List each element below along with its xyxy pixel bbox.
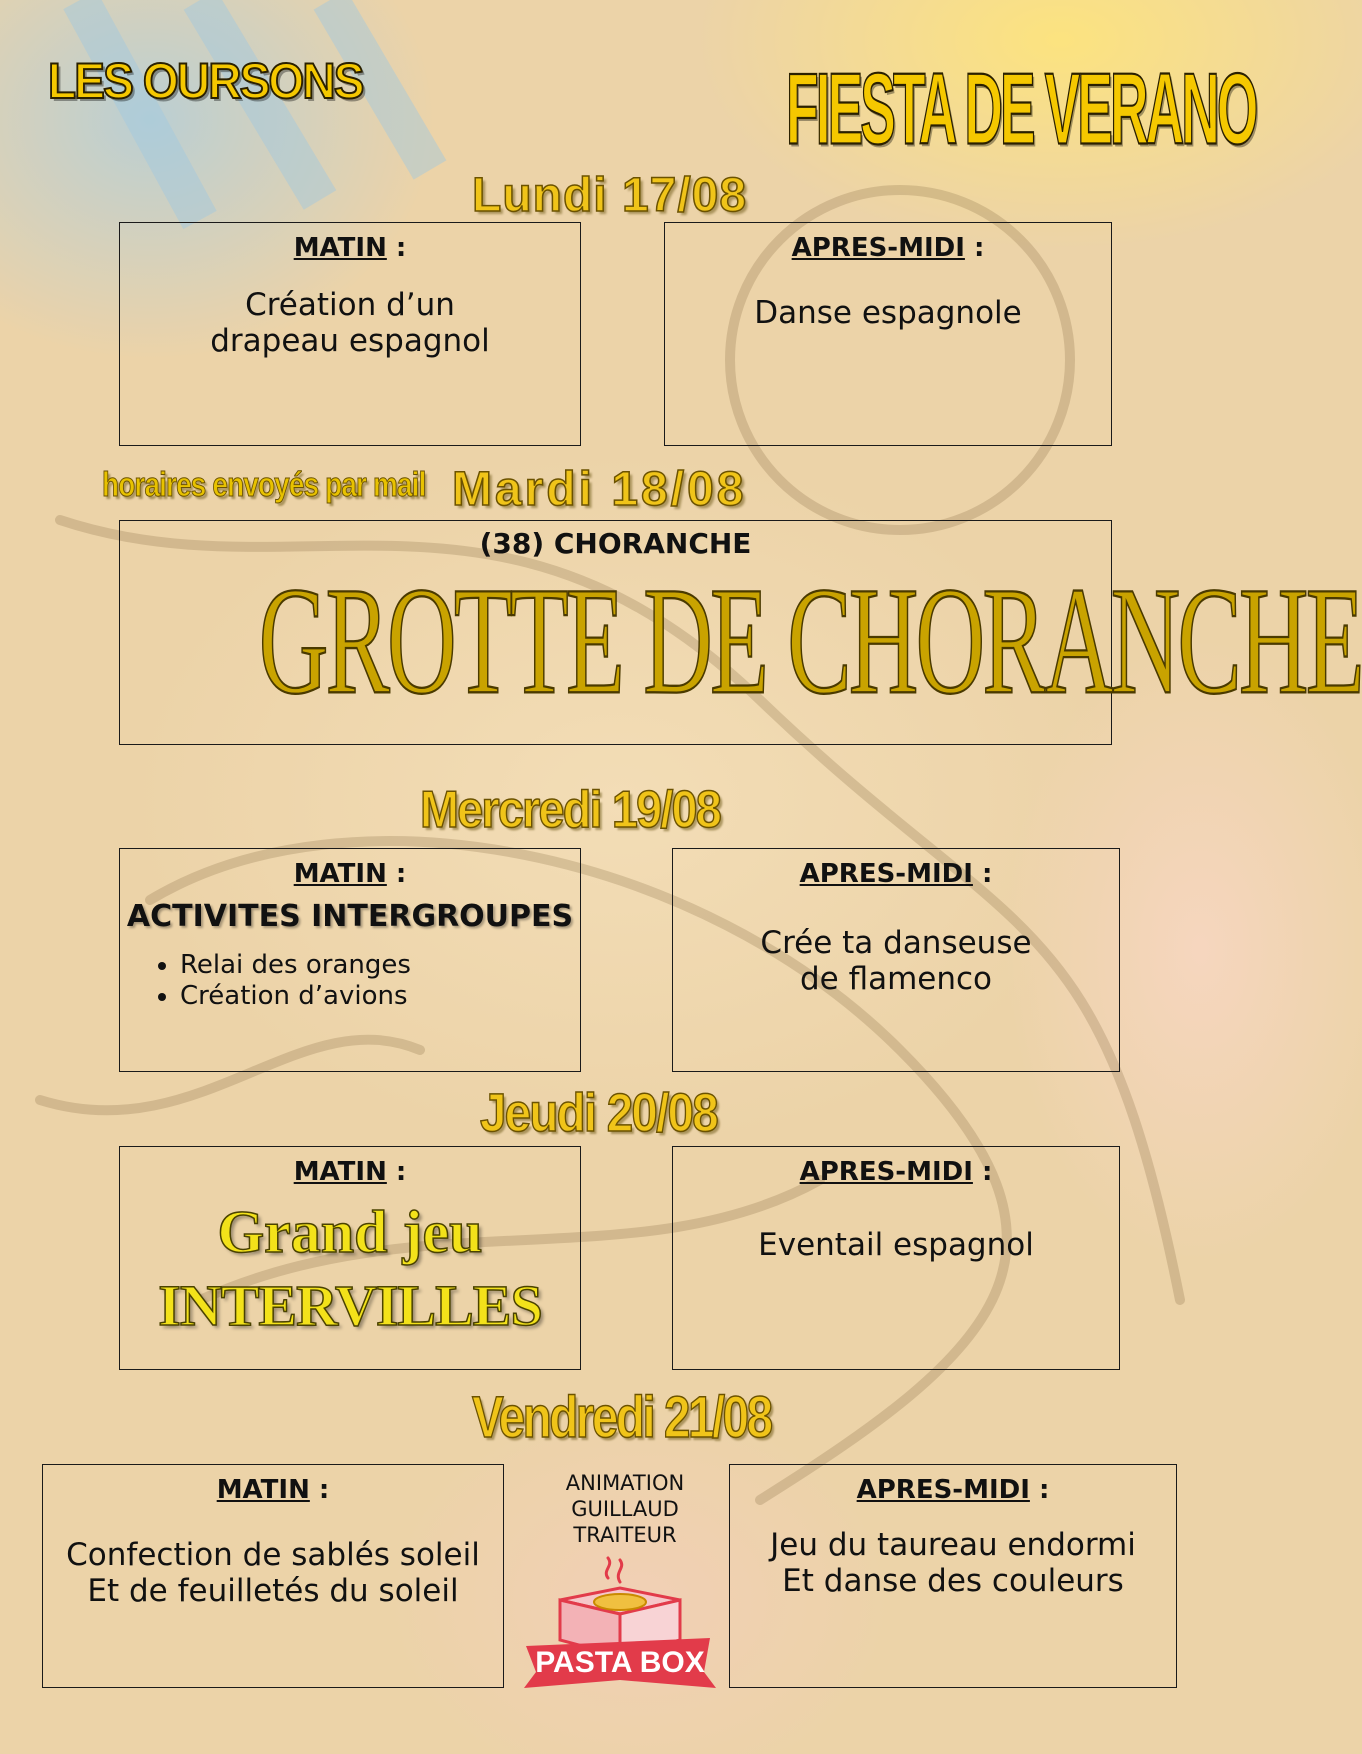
activity-text: Danse espagnole — [754, 295, 1022, 331]
slot-label: APRES-MIDI : — [856, 1475, 1050, 1505]
monday-afternoon-box — [664, 222, 1112, 446]
group-title: LES OURSONS — [48, 53, 363, 109]
slot-label: MATIN : — [293, 859, 407, 889]
list-item: • Création d’avions — [180, 981, 580, 1012]
wednesday-morning-box — [119, 848, 581, 1072]
game-title-line1: Grand jeu — [217, 1199, 483, 1265]
tuesday-box — [119, 520, 1362, 745]
monday-morning-box — [119, 222, 581, 446]
animation-line1: ANIMATION — [565, 1471, 685, 1495]
slot-label: MATIN : — [293, 1157, 407, 1187]
pasta-box-logo — [520, 1560, 720, 1710]
friday-afternoon-box — [729, 1464, 1177, 1688]
slot-label: MATIN : — [293, 233, 407, 263]
slot-label: APRES-MIDI : — [799, 1157, 993, 1187]
theme-title: FIESTA DE VERANO — [786, 53, 1256, 166]
slot-label: APRES-MIDI : — [791, 233, 985, 263]
outing-title: GROTTE DE CHORANCHE — [258, 555, 1362, 726]
day-title-monday: Lundi 17/08 — [472, 169, 748, 222]
activities-heading: ACTIVITES INTERGROUPES — [126, 899, 574, 934]
activity-text: Création d’un drapeau espagnol — [210, 287, 490, 359]
thursday-afternoon-box — [672, 1146, 1120, 1370]
day-title-tuesday: Mardi 18/08 — [452, 463, 747, 516]
activity-text: Crée ta danseuse de flamenco — [760, 925, 1032, 997]
activities-list — [120, 950, 580, 1012]
thursday-morning-box — [119, 1146, 581, 1370]
activity-text: Eventail espagnol — [758, 1227, 1034, 1263]
activity-text: Confection de sablés soleil Et de feuilletés du soleil — [66, 1537, 480, 1609]
animation-line3: TRAITEUR — [573, 1523, 677, 1547]
animation-credit — [540, 1470, 710, 1548]
friday-morning-box — [42, 1464, 504, 1688]
animation-line2: GUILLAUD — [571, 1497, 679, 1521]
activity-text: Jeu du taureau endormi Et danse des couleurs — [770, 1527, 1136, 1599]
day-title-thursday: Jeudi 20/08 — [480, 1083, 717, 1143]
pasta-box-logo-text: PASTA BOX — [535, 1646, 705, 1679]
mail-note: horaires envoyés par mail — [102, 466, 426, 504]
location-label: (38) CHORANCHE — [479, 527, 752, 560]
day-title-friday: Vendredi 21/08 — [472, 1385, 771, 1450]
game-title-line2: INTERVILLES — [158, 1273, 542, 1338]
list-item: • Relai des oranges — [180, 950, 580, 981]
day-title-wednesday: Mercredi 19/08 — [420, 781, 721, 839]
slot-label: MATIN : — [216, 1475, 330, 1505]
slot-label: APRES-MIDI : — [799, 859, 993, 889]
wednesday-afternoon-box — [672, 848, 1120, 1072]
